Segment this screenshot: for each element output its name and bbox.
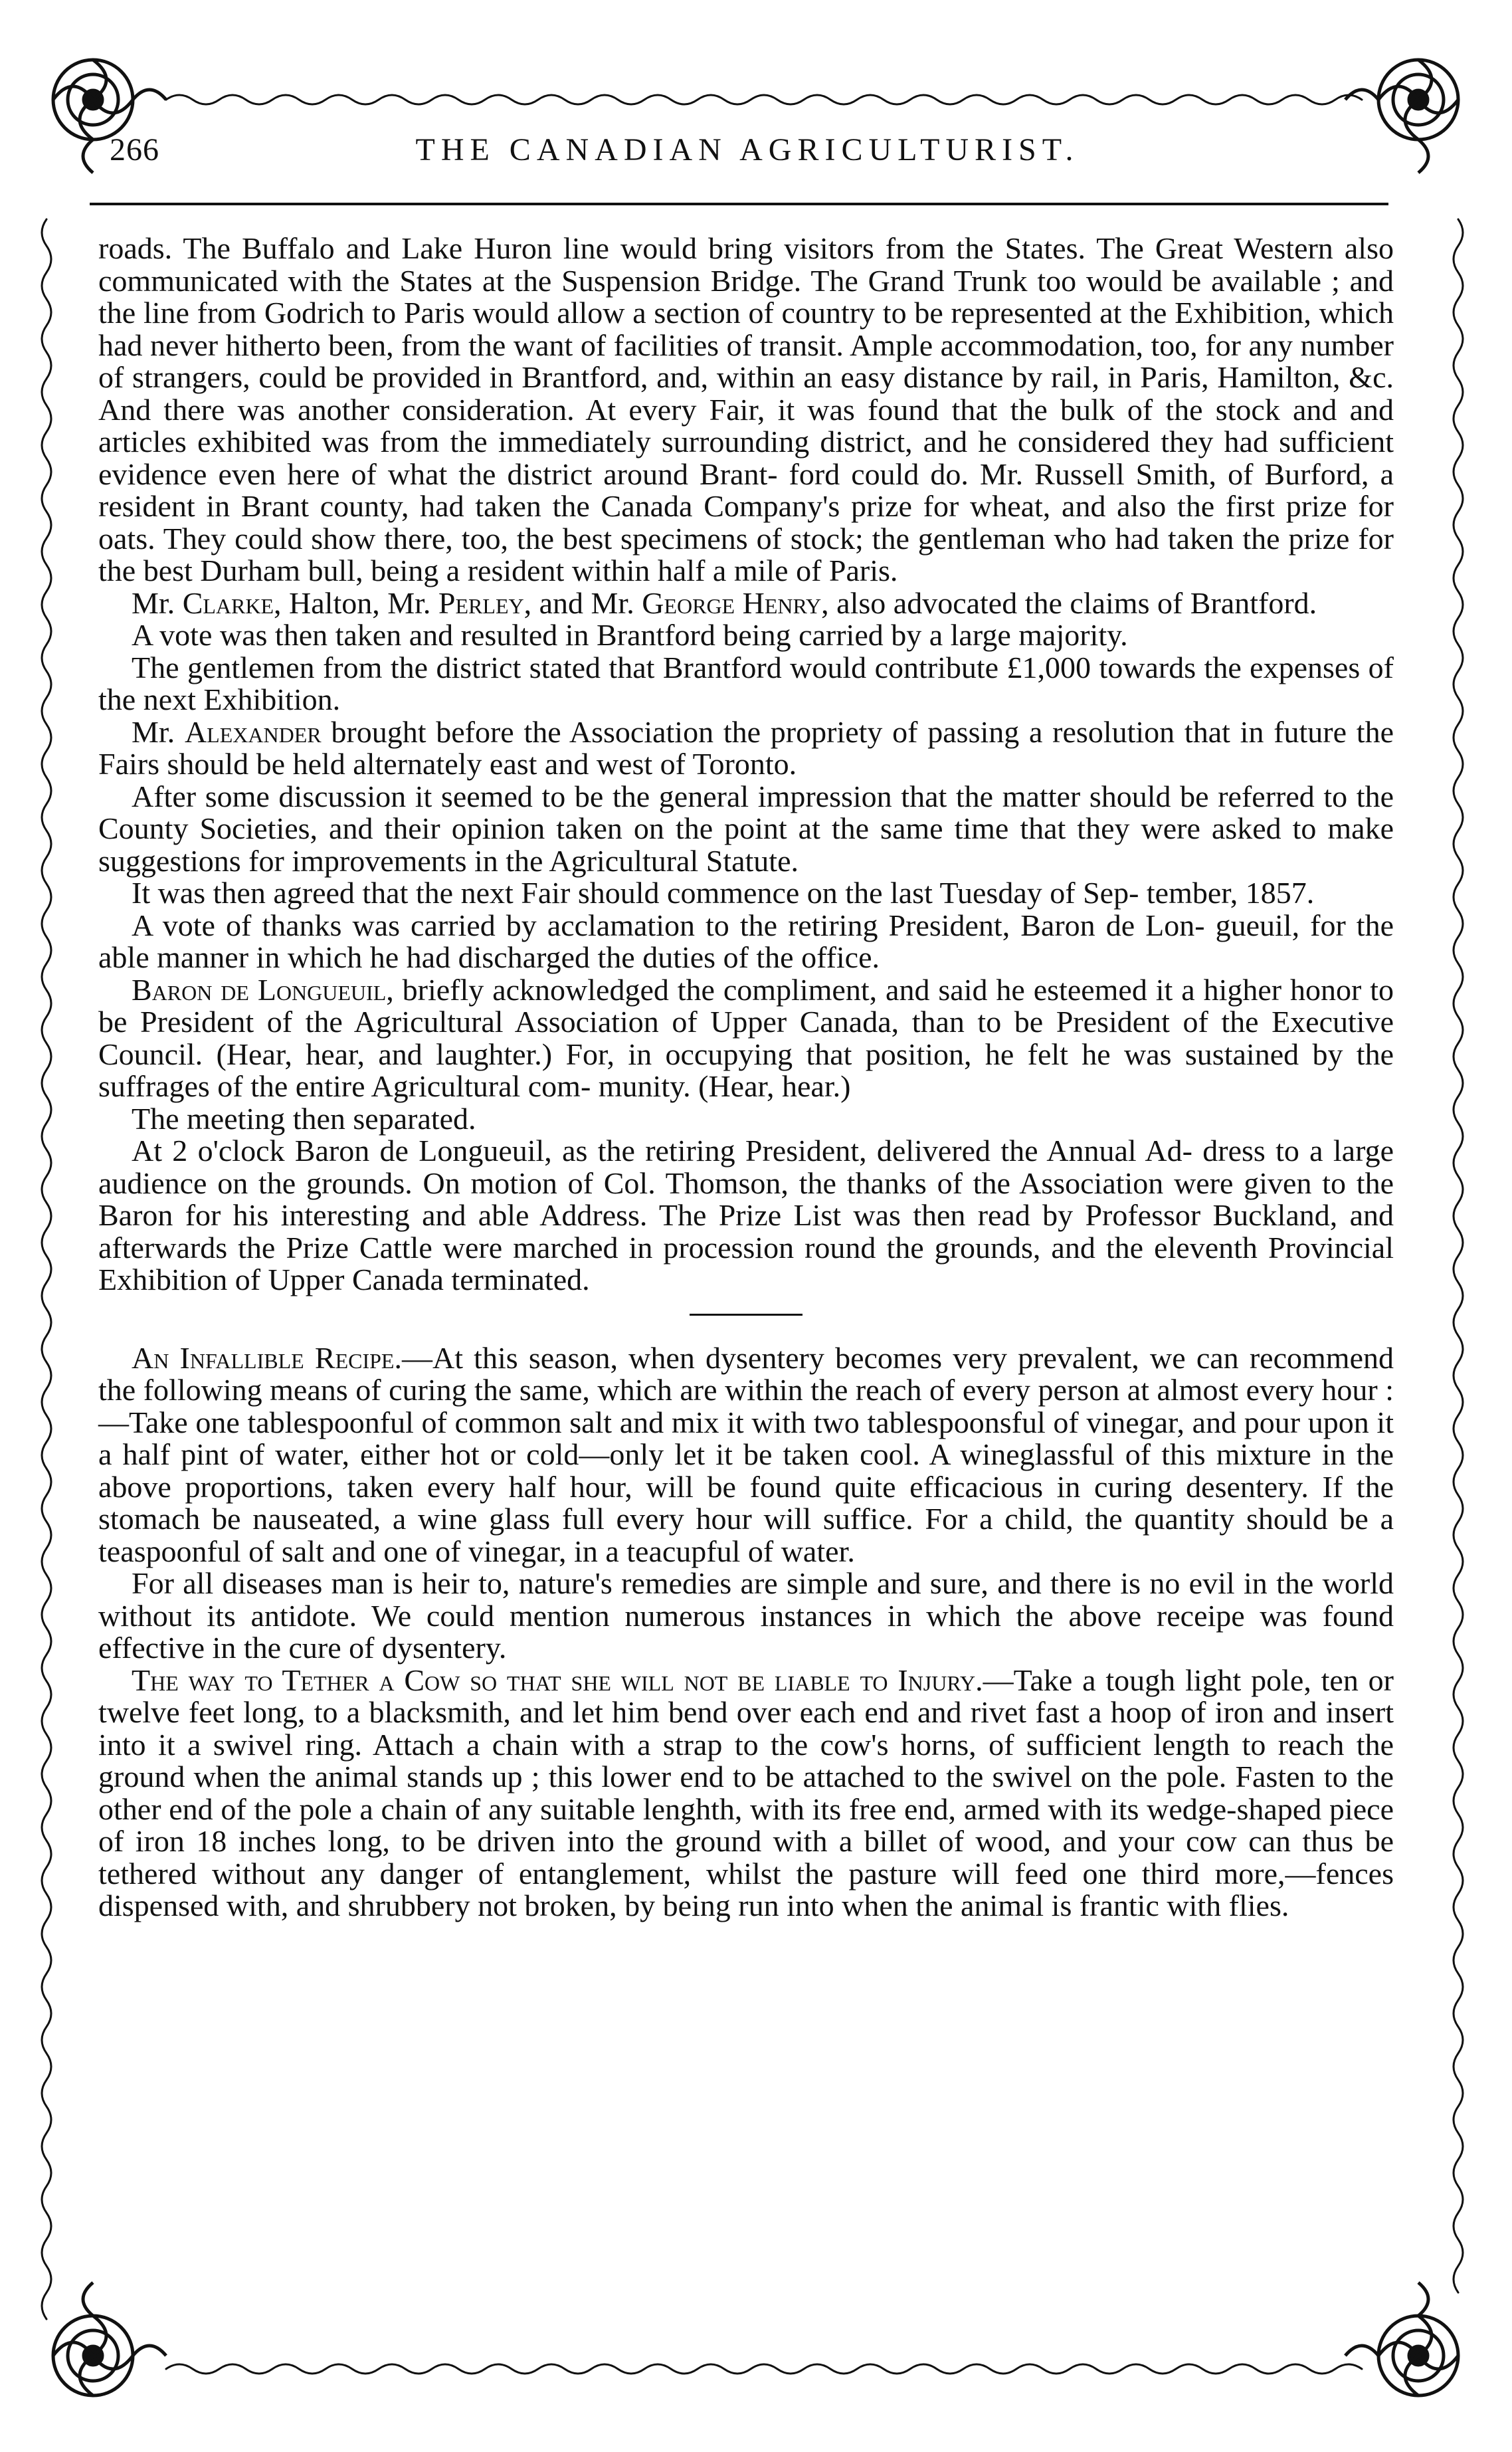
- top-border-wave: [166, 95, 1362, 104]
- running-head: [110, 125, 1385, 178]
- speaker-name: Perley: [438, 585, 524, 620]
- corner-ornament-bottom-right: [1345, 2283, 1458, 2396]
- paragraph-vote-of-thanks: A vote of thanks was carried by acclamation to the retiring President, Baron de Lon- gueuil, for the able manner in which he had discharged the duties of the office.: [98, 908, 1394, 974]
- paragraph-vote: A vote was then taken and resulted in Brantford being carried by a large majority.: [132, 618, 1128, 652]
- speaker-name: Alexander: [184, 714, 322, 749]
- speaker-name: George Henry: [642, 585, 822, 620]
- paragraph-continuation: roads. The Buffalo and Lake Huron line would bring visitors from the States. The Great Western also communicated with the States at the Suspension Bridge. The Grand Trunk too would be available ; and the line from Godrich to Paris would allow a section of country to be represented at the Exhibition, which had never hitherto been, from the want of facilities of transit. Ample accommodation, too, for any number of strangers, could be provided in Brantford, and, within an easy distance by rail, in Paris, Hamilton, &c. And there was another consideration. At every Fair, it was found that the bulk of the stock and and articles exhibited was from the immediately surrounding district, and he considered they had sufficient evidence even here of what the district around Brant- ford could do. Mr. Russell Smith, of Burford, a resident in Brant county, had taken the Canada Company's prize for wheat, and also the first prize for oats. They could show there, too, the best specimens of stock; the gentleman who had taken the prize for the best Durham bull, being a resident within half a mile of Paris.: [98, 231, 1394, 587]
- paragraph-tether-cow: The way to Tether a Cow so that she will not be liable to Injury.—Take a tough light pole, ten or twelve feet long, to a blacksmith, and let him bend over each end and rivet fast a hoop of iron and insert into it a swivel ring. Attach a chain with a strap to the cow's horns, of sufficient length to reach the ground when the animal stands up ; this lower end to be attached to the swivel on the pole. Fasten to the other end of the pole a chain of any suitable lenghth, with its free end, armed with its wedge-shaped piece of iron 18 inches long, to be driven into the ground with a billet of wood, and your cow can thus be tethered without any danger of entanglement, whilst the pasture will feed one third more,—fences dispensed with, and shrubbery not broken, by being run into when the animal is frantic with flies.: [98, 1663, 1394, 1922]
- left-border-wave: [42, 219, 51, 2319]
- paragraph-baron-reply: Baron de Longueuil, briefly acknowledged the compliment, and said he esteemed it a higher honor to be President of the Agricultural Association of Upper Canada, than to be President of the Executive Council. (Hear, hear, and laughter.) For, in occupying that position, he felt he was sustained by the suffrages of the entire Agricultural com- munity. (Hear, hear.): [98, 972, 1394, 1103]
- journal-title: THE CANADIAN AGRICULTURIST.: [415, 132, 1080, 167]
- article-heading: The way to Tether a Cow so that she will not be liable to Injury: [132, 1663, 976, 1697]
- paragraph-infallible-recipe: An Infallible Recipe.—At this season, when dysentery becomes very prevalent, we can recommend the following means of curing the same, which are within the reach of every person at almost every hour :—Take one tablespoonful of common salt and mix it with two tablespoonsful of vinegar, and pour upon it a half pint of water, either hot or cold—only let it be taken cool. A wineglassful of this mixture in the above proportions, taken every half hour, will be found quite efficacious in curing desentery. If the stomach be nauseated, a wine glass full every hour will suffice. For a child, the quantity should be a teaspoonful of salt and one of vinegar, in a teacupful of water.: [98, 1340, 1394, 1568]
- section-separator: [690, 1314, 803, 1316]
- paragraph-alexander: Mr. Alexander brought before the Association the propriety of passing a resolution that in future the Fairs should be held alternately east and west of Toronto.: [98, 714, 1394, 781]
- header-rule: [90, 203, 1388, 205]
- paragraph-next-fair: It was then agreed that the next Fair should commence on the last Tuesday of Sep- tember, 1857.: [132, 876, 1315, 910]
- right-border-wave: [1454, 219, 1463, 2293]
- paragraph-discussion: After some discussion it seemed to be the general impression that the matter should be referred to the County Societies, and their opinion taken on the point at the same time that they were asked to make suggestions for improvements in the Agricultural Statute.: [98, 779, 1394, 878]
- corner-ornament-bottom-left: [53, 2283, 166, 2396]
- article-body: [98, 233, 1394, 1922]
- article-heading: An Infallible Recipe: [132, 1340, 395, 1375]
- paragraph-annual-address: At 2 o'clock Baron de Longueuil, as the retiring President, delivered the Annual Ad- dress to a large audience on the grounds. On motion of Col. Thomson, the thanks of the Association were given to the Baron for his interesting and able Address. The Prize List was then read by Professor Buckland, and afterwards the Prize Cattle were marched in procession round the grounds, and the eleventh Provincial Exhibition of Upper Canada terminated.: [98, 1134, 1394, 1296]
- bottom-border-wave: [166, 2364, 1362, 2374]
- paragraph-remedies: For all diseases man is heir to, nature's remedies are simple and sure, and there is no evil in the world without its antidote. We could mention numerous instances in which the above receipe was found effective in the cure of dysentery.: [98, 1566, 1394, 1665]
- paragraph-speakers: Mr. Clarke, Halton, Mr. Perley, and Mr. George Henry, also advocated the claims of Brantford.: [132, 585, 1317, 620]
- paragraph-contribution: The gentlemen from the district stated that Brantford would contribute £1,000 towards the expenses of the next Exhibition.: [98, 650, 1394, 716]
- paragraph-separated: The meeting then separated.: [132, 1101, 476, 1136]
- page-number: 266: [110, 132, 159, 167]
- speaker-name: Baron de Longueuil: [132, 972, 387, 1007]
- speaker-name: Clarke: [182, 585, 274, 620]
